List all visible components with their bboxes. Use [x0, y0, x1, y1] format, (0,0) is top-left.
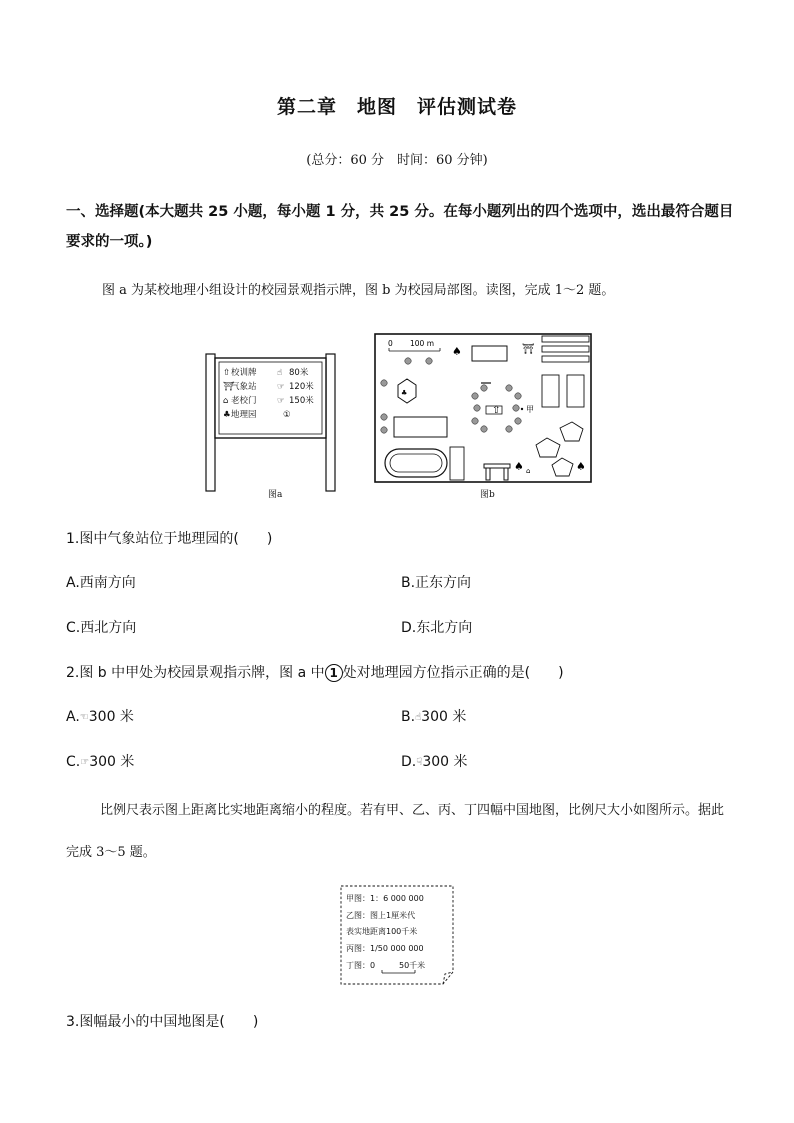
motto-sign-icon: ⇧	[492, 405, 501, 416]
hand-down-icon: ☟	[416, 756, 423, 768]
sign-row-value: 150米	[289, 396, 314, 406]
sign-row-label: 老校门	[231, 396, 257, 406]
building	[472, 346, 507, 361]
hand-right-icon: ☞	[277, 396, 285, 406]
sign-row-label: 气象站	[231, 382, 257, 392]
garden-icon: ♣	[401, 389, 408, 397]
hand-left-icon: ☜	[79, 711, 89, 723]
hand-right-icon: ☞	[277, 382, 285, 392]
q2-option-d-value: 300 米	[422, 754, 468, 770]
old-gate-icon: ⌂	[526, 467, 531, 475]
weather-station-icon: ⛩	[522, 344, 535, 355]
figure-a-signboard	[200, 350, 350, 500]
scale-line-ding-value: 50千米	[399, 961, 426, 970]
figure-a-caption: 图a	[268, 490, 283, 500]
tree-icon: ♠	[576, 460, 586, 473]
page-title: 第二章 地图 评估测试卷	[276, 96, 517, 118]
q2-option-d[interactable]	[401, 751, 468, 771]
q2-stem-pre: 2.图 b 中甲处为校园景观指示牌，图 a 中	[66, 665, 325, 681]
building	[450, 447, 464, 480]
q2-option-b-value: 300 米	[421, 709, 467, 725]
q2-option-c[interactable]	[66, 751, 134, 771]
scale-line-ding: 丁图：0	[346, 961, 376, 970]
q2-option-a-value: 300 米	[88, 709, 134, 725]
scale-line-bing: 丙图：1/50 000 000	[346, 944, 424, 953]
tree-icon: ♠	[514, 460, 524, 473]
sign-row-label: 地理园	[231, 410, 257, 420]
building	[567, 375, 584, 407]
sign-row-value: 120米	[289, 382, 314, 392]
building	[394, 417, 447, 437]
scale-line-jia: 甲图：1：6 000 000	[346, 894, 424, 903]
intro-3-5: 比例尺表示图上距离比实地距离缩小的程度。若有甲、乙、丙、丁四幅中国地图，比例尺大小如图所示。据此完成 3～5 题。	[66, 803, 725, 860]
q2-option-d-letter: D.	[401, 754, 417, 770]
scale-line-yi: 乙图：图上1厘米代	[346, 911, 416, 920]
q1-option-a[interactable]: A.西南方向	[66, 575, 136, 591]
signboard-post-left	[206, 354, 215, 491]
q2-option-a-letter: A.	[66, 709, 80, 725]
building-strip	[542, 336, 589, 342]
q1-option-b[interactable]: B.正东方向	[401, 575, 472, 591]
hand-right-icon: ☞	[80, 756, 90, 768]
hand-up-icon: ☝	[415, 711, 422, 723]
q2-option-b-letter: B.	[401, 709, 416, 725]
q2-option-c-value: 300 米	[89, 754, 135, 770]
figure-b-caption: 图b	[480, 490, 495, 500]
section-heading: 一、选择题(本大题共 25 小题，每小题 1 分，共 25 分。在每小题列出的四个选项中，选出最符合题目要求的一项。)	[66, 204, 734, 250]
q1-option-d[interactable]: D.东北方向	[401, 620, 473, 636]
signboard-post-right	[326, 354, 335, 491]
tree-icon: ♠	[452, 345, 462, 358]
q2-option-c-letter: C.	[66, 754, 81, 770]
garden-icon: ♣	[223, 410, 231, 420]
q2-stem-post: 处对地理园方位指示正确的是( )	[342, 665, 564, 681]
circled-one: 1	[325, 664, 343, 682]
question-1: 1.图中气象站位于地理园的( )	[66, 531, 273, 547]
scale-comparison-box	[339, 884, 457, 988]
building	[542, 375, 559, 407]
intro-1-2: 图 a 为某校地理小组设计的校园景观指示牌，图 b 为校园局部图。读图，完成 1～2 题。	[102, 283, 615, 298]
scale-zero: 0	[388, 339, 393, 348]
scale-100m: 100 m	[410, 339, 435, 348]
exam-meta: (总分：60 分 时间：60 分钟)	[306, 153, 488, 168]
building-strip	[542, 346, 589, 352]
old-gate-icon: ⌂	[223, 396, 229, 406]
hand-up-icon: ☝	[277, 368, 283, 378]
sign-row-value: 80米	[289, 368, 309, 378]
q2-option-b[interactable]	[401, 706, 466, 726]
q2-option-a[interactable]	[66, 706, 134, 726]
figure-b-campus-map	[374, 333, 594, 485]
arrow-up-icon: ⇧	[223, 368, 231, 378]
sign-row-label: 校训牌	[231, 368, 257, 378]
q1-option-c[interactable]: C.西北方向	[66, 620, 137, 636]
sign-row-value: ①	[283, 410, 291, 420]
scale-line-yi-cont: 表实地距离100千米	[346, 927, 418, 936]
gate-icon: ⛩	[223, 382, 234, 392]
question-3: 3.图幅最小的中国地图是( )	[66, 1014, 259, 1030]
question-2	[66, 662, 564, 682]
marker-jia: 甲	[526, 405, 534, 414]
building-strip	[542, 356, 589, 362]
